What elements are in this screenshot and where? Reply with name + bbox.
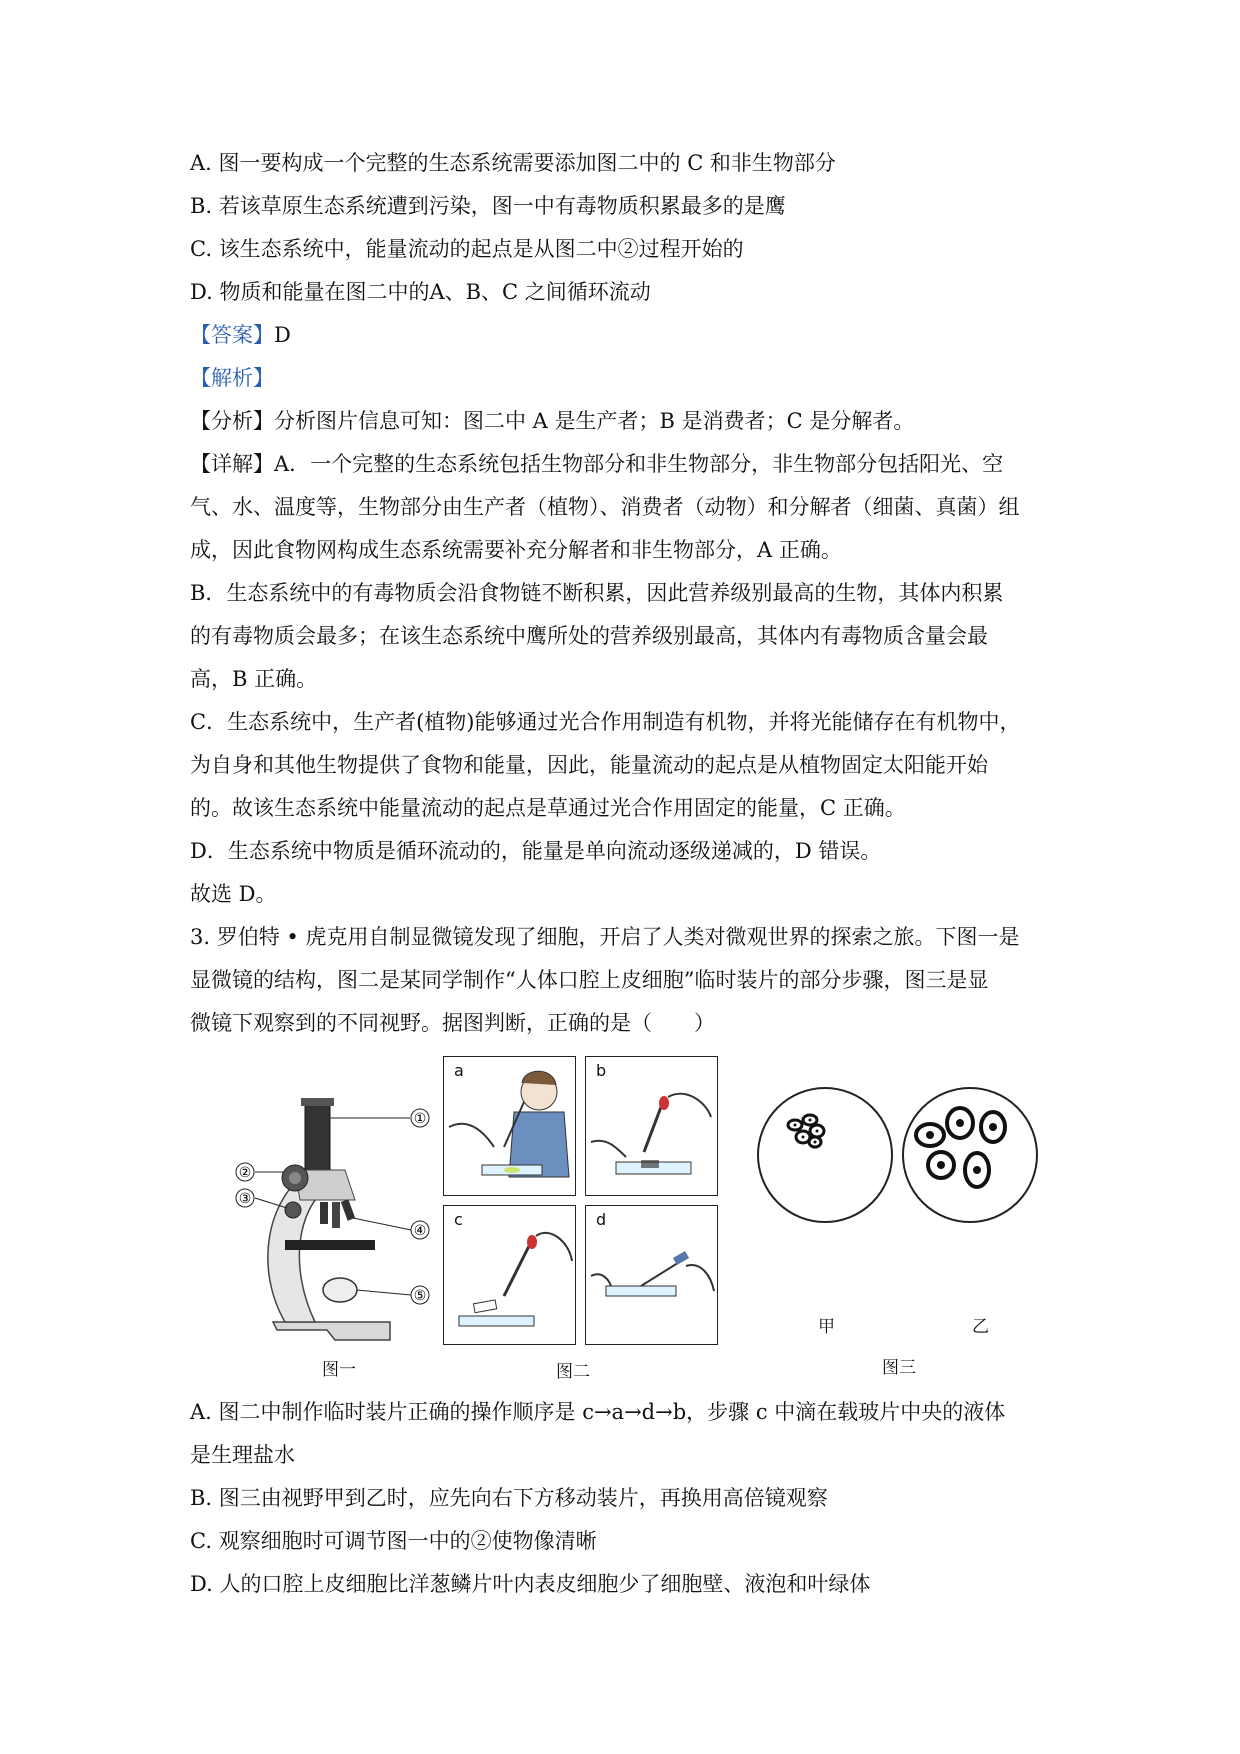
caption-fig3: 图三: [882, 1358, 916, 1378]
label-5: ⑤: [413, 1288, 427, 1304]
answer-line: [190, 320, 291, 350]
detail-line: C．生态系统中，生产者(植物)能够通过光合作用制造有机物，并将光能储存在有机物中，: [190, 710, 1021, 734]
detail-line: 的。故该生态系统中能量流动的起点是草通过光合作用固定的能量，C 正确。: [190, 796, 906, 820]
caption-fig1: 图一: [322, 1360, 356, 1380]
detail-line: 高，B 正确。: [190, 667, 318, 691]
detail-line: B．生态系统中的有毒物质会沿食物链不断积累，因此营养级别最高的生物，其体内积累: [190, 581, 1004, 605]
question-line: 3. 罗伯特 • 虎克用自制显微镜发现了细胞，开启了人类对微观世界的探索之旅。下图一是: [190, 925, 1020, 949]
label-2: ②: [238, 1165, 252, 1181]
figure-microscope: [215, 1090, 455, 1355]
figure-views: [755, 1085, 1040, 1225]
q3-option-d: D. 人的口腔上皮细胞比洋葱鳞片叶内表皮细胞少了细胞壁、液泡和叶绿体: [190, 1572, 871, 1596]
answer-value: D: [274, 323, 291, 347]
option-a: A. 图一要构成一个完整的生态系统需要添加图二中的 C 和非生物部分: [190, 151, 836, 175]
microscope-drawing: [215, 1090, 455, 1355]
analysis-text: 【分析】分析图片信息可知：图二中 A 是生产者；B 是消费者；C 是分解者。: [190, 409, 915, 433]
view-label-yi: 乙: [972, 1317, 989, 1337]
question-line: 微镜下观察到的不同视野。据图判断，正确的是（ ）: [190, 1011, 715, 1035]
detail-line: 为自身和其他生物提供了食物和能量，因此，能量流动的起点是从植物固定太阳能开始: [190, 753, 988, 777]
detail-line: 故选 D。: [190, 882, 277, 906]
caption-fig2: 图二: [556, 1362, 590, 1382]
label-1: ①: [413, 1111, 427, 1127]
panel-label: d: [596, 1210, 607, 1229]
q3-option-b: B. 图三由视野甲到乙时，应先向右下方移动装片，再换用高倍镜观察: [190, 1486, 828, 1510]
step-panel-a: [443, 1056, 576, 1196]
detail-line: 【详解】A．一个完整的生态系统包括生物部分和非生物部分，非生物部分包括阳光、空: [190, 452, 1004, 476]
answer-tag: 【答案】: [190, 323, 274, 347]
views-drawing: [755, 1085, 1040, 1225]
detail-line: 的有毒物质会最多；在该生态系统中鹰所处的营养级别最高，其体内有毒物质含量会最: [190, 624, 988, 648]
step-panel-d: [585, 1205, 718, 1345]
label-4: ④: [413, 1223, 427, 1239]
option-b: B. 若该草原生态系统遭到污染，图一中有毒物质积累最多的是鹰: [190, 194, 786, 218]
label-3: ③: [238, 1191, 252, 1207]
panel-label: c: [454, 1210, 463, 1229]
detail-line: D．生态系统中物质是循环流动的，能量是单向流动逐级递减的，D 错误。: [190, 839, 882, 863]
analysis-tag: 【解析】: [190, 366, 274, 390]
q3-option-a: A. 图二中制作临时装片正确的操作顺序是 c→a→d→b，步骤 c 中滴在载玻片中央的液体: [190, 1400, 1006, 1424]
detail-line: 气、水、温度等，生物部分由生产者（植物）、消费者（动物）和分解者（细菌、真菌）组: [190, 495, 1020, 519]
step-c-drawing: [444, 1206, 575, 1344]
panel-label: b: [596, 1061, 607, 1080]
panel-label: a: [454, 1061, 464, 1080]
step-panel-c: [443, 1205, 576, 1345]
view-label-jia: 甲: [818, 1317, 835, 1337]
option-d: D. 物质和能量在图二中的A、B、C 之间循环流动: [190, 280, 651, 304]
option-c: C. 该生态系统中，能量流动的起点是从图二中②过程开始的: [190, 237, 744, 261]
question-line: 显微镜的结构，图二是某同学制作“人体口腔上皮细胞”临时装片的部分步骤，图三是显: [190, 968, 989, 992]
detail-line: 成，因此食物网构成生态系统需要补充分解者和非生物部分，A 正确。: [190, 538, 842, 562]
q3-option-c: C. 观察细胞时可调节图一中的②使物像清晰: [190, 1529, 597, 1553]
step-panel-b: [585, 1056, 718, 1196]
q3-option-a-cont: 是生理盐水: [190, 1443, 295, 1467]
